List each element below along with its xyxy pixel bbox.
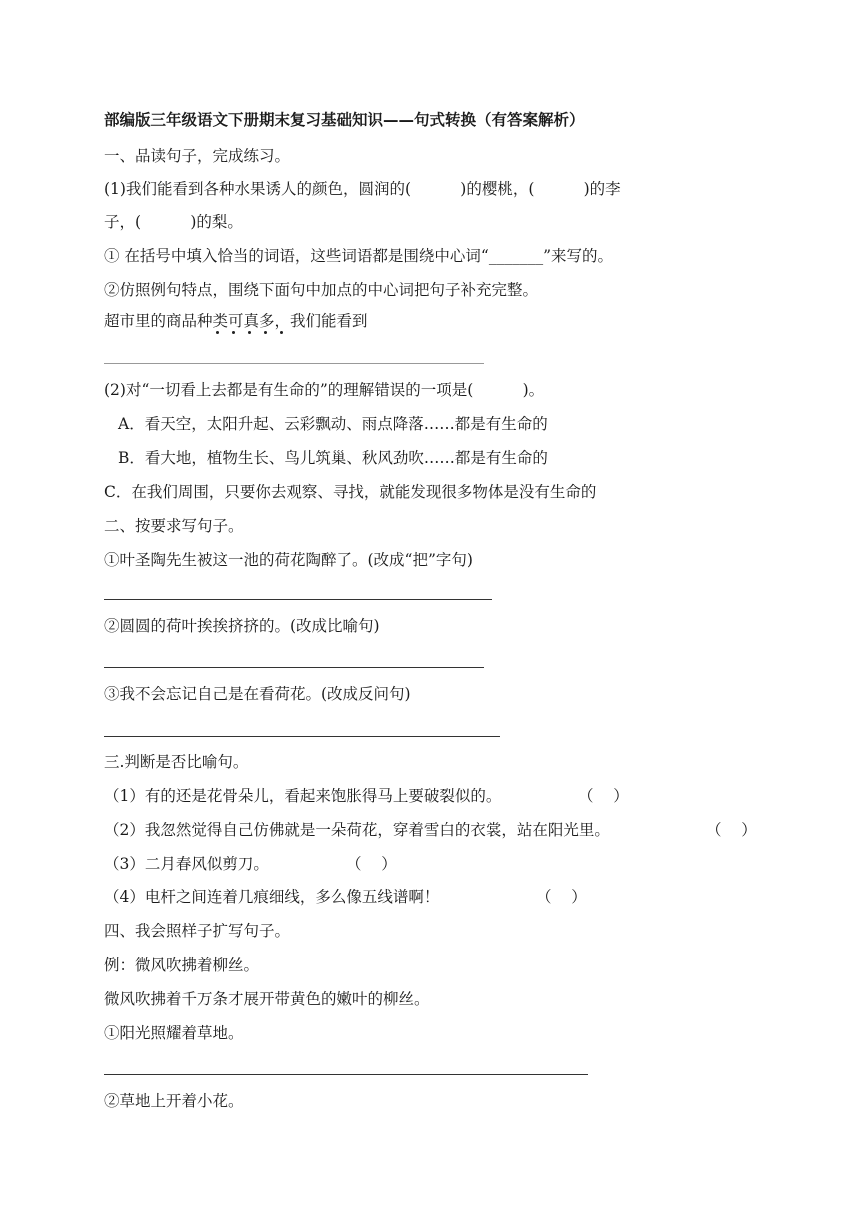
question1-sub2: ②仿照例句特点，围绕下面句中加点的中心词把句子补充完整。 [104,281,539,299]
section4-item2: ②草地上开着小花。 [104,1092,244,1110]
section2-item1: ①叶圣陶先生被这一池的荷花陶醉了。(改成“把”字句) [104,551,473,569]
section2-item3: ③我不会忘记自己是在看荷花。(改成反问句) [104,685,411,703]
question1-line2: 子，( )的梨。 [104,213,243,231]
section3-item1: （1）有的还是花骨朵儿，看起来饱胀得马上要破裂似的。 [104,787,502,805]
emphasis-dot [232,331,235,334]
question1-sub1: ① 在括号中填入恰当的词语，这些词语都是围绕中心词“_______”来写的。 [104,247,614,265]
question2-line: (2)对“一切看上去都是有生命的”的理解错误的一项是( )。 [104,381,545,399]
document-title: 部编版三年级语文下册期末复习基础知识——句式转换（有答案解析） [104,111,585,129]
answer-line [104,736,500,737]
section4-heading: 四、我会照样子扩写句子。 [104,922,291,940]
example-answer: 微风吹拂着千万条才展开带黄色的嫩叶的柳丝。 [104,990,430,1008]
emphasis-dot [280,331,283,334]
section3-item2: （2）我忽然觉得自己仿佛就是一朵荷花，穿着雪白的衣裳，站在阳光里。 [104,821,610,839]
answer-parens: （ ） [578,787,629,805]
section2-heading: 二、按要求写句子。 [104,517,244,535]
answer-parens: （ ） [706,821,757,839]
section1-heading: 一、品读句子，完成练习。 [104,147,291,165]
option-a: A．看天空，太阳升起、云彩飘动、雨点降落……都是有生命的 [118,415,548,433]
emphasis-dot [216,331,219,334]
question1-line1: (1)我们能看到各种水果诱人的颜色，圆润的( )的樱桃，( )的李 [104,180,621,198]
answer-parens: （ ） [536,888,587,906]
question1-sentence: 超市里的商品种类可真多，我们能看到 [104,312,368,330]
answer-line [104,667,484,668]
answer-line [104,1074,588,1075]
emphasis-dot [248,331,251,334]
answer-parens: （ ） [346,855,397,873]
option-b: B．看大地，植物生长、鸟儿筑巢、秋风劲吹……都是有生命的 [118,449,548,467]
option-c: C．在我们周围，只要你去观察、寻找，就能发现很多物体是没有生命的 [104,483,597,501]
section3-heading: 三.判断是否比喻句。 [104,753,249,771]
emphasis-dot [264,331,267,334]
section2-item2: ②圆圆的荷叶挨挨挤挤的。(改成比喻句) [104,617,380,635]
section3-item3: （3）二月春风似剪刀。 [104,855,269,873]
answer-line [104,599,492,600]
answer-line [104,363,484,364]
example-label: 例：微风吹拂着柳丝。 [104,956,260,974]
section4-item1: ①阳光照耀着草地。 [104,1024,244,1042]
section3-item4: （4）电杆之间连着几痕细线，多么像五线谱啊！ [104,888,440,906]
